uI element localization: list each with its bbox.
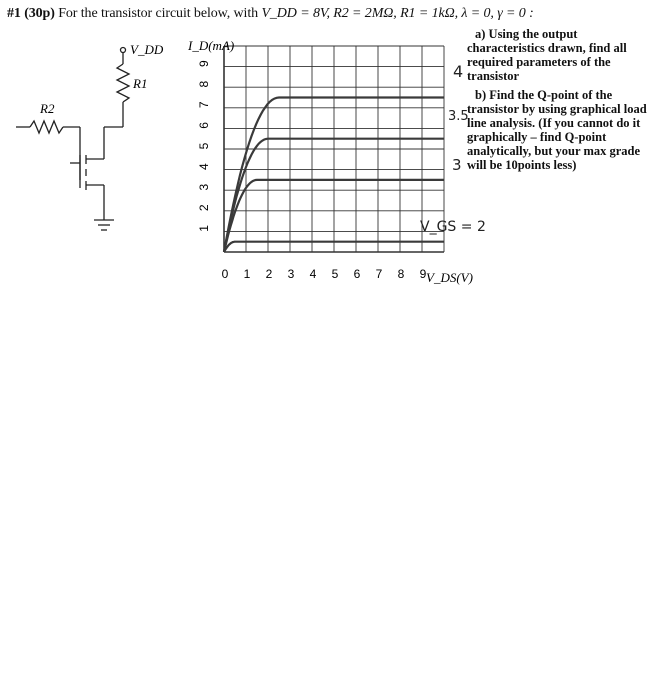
question-b-line1: b) Find the Q-point of the [475,88,613,102]
y-tick-label: 2 [197,204,211,212]
y-tick-label: 8 [197,80,211,88]
question-a [467,27,657,83]
y-tick-label: 7 [197,101,211,109]
problem-params: V_DD = 8V, R2 = 2MΩ, R1 = 1kΩ, λ = 0, γ = 0 : [261,6,534,21]
question-a-line1: a) Using the output [475,27,578,41]
y-tick-label: 5 [197,142,211,150]
y-tick-label: 4 [197,163,211,170]
x-tick-label: 7 [375,267,383,281]
x-tick-label: 5 [331,267,339,281]
x-axis-label: V_DS(V) [426,270,473,285]
question-header [7,6,534,22]
x-tick-label: 8 [397,267,405,281]
r1-label: R1 [133,76,148,91]
y-tick-label: 9 [197,60,211,67]
y-axis-label: I_D(mA) [188,38,235,53]
x-tick-label: 3 [287,267,295,281]
x-tick-label: 1 [243,267,251,281]
y-tick-label: 6 [197,122,211,129]
question-b [467,88,657,172]
question-a-rest: characteristics drawn, find all required parameters of the transistor [467,41,627,83]
curve-label-3: 3 [452,156,462,174]
x-tick-label: 6 [353,267,361,281]
chart-grid [224,46,444,252]
problem-number: #1 (30p) [7,6,55,21]
x-tick-label: 9 [419,267,427,281]
output-characteristics-chart [180,30,490,300]
problem-text: For the transistor circuit below, with [58,6,259,21]
r1-resistor [117,64,129,102]
x-tick-label: 2 [265,267,273,281]
transistor-circuit [0,30,180,260]
r2-label: R2 [40,101,55,116]
question-b-rest: transistor by using graphical load line analysis. (If you cannot do it graphically – find Q-point analytically, but your max grade will be 10points less) [467,102,647,172]
curve-label-vgs-2: V_GS = 2 [420,219,486,235]
curve-label-4: 4 [453,62,464,81]
y-tick-label: 1 [197,225,211,232]
vdd-label: V_DD [130,42,164,57]
r2-resistor [30,121,63,133]
y-tick-label: 3 [197,183,211,191]
curve-label-3-5: 3.5 [448,109,469,124]
x-tick-label: 4 [309,267,317,281]
vdd-node [121,48,126,53]
x-tick-label: 0 [221,267,229,281]
